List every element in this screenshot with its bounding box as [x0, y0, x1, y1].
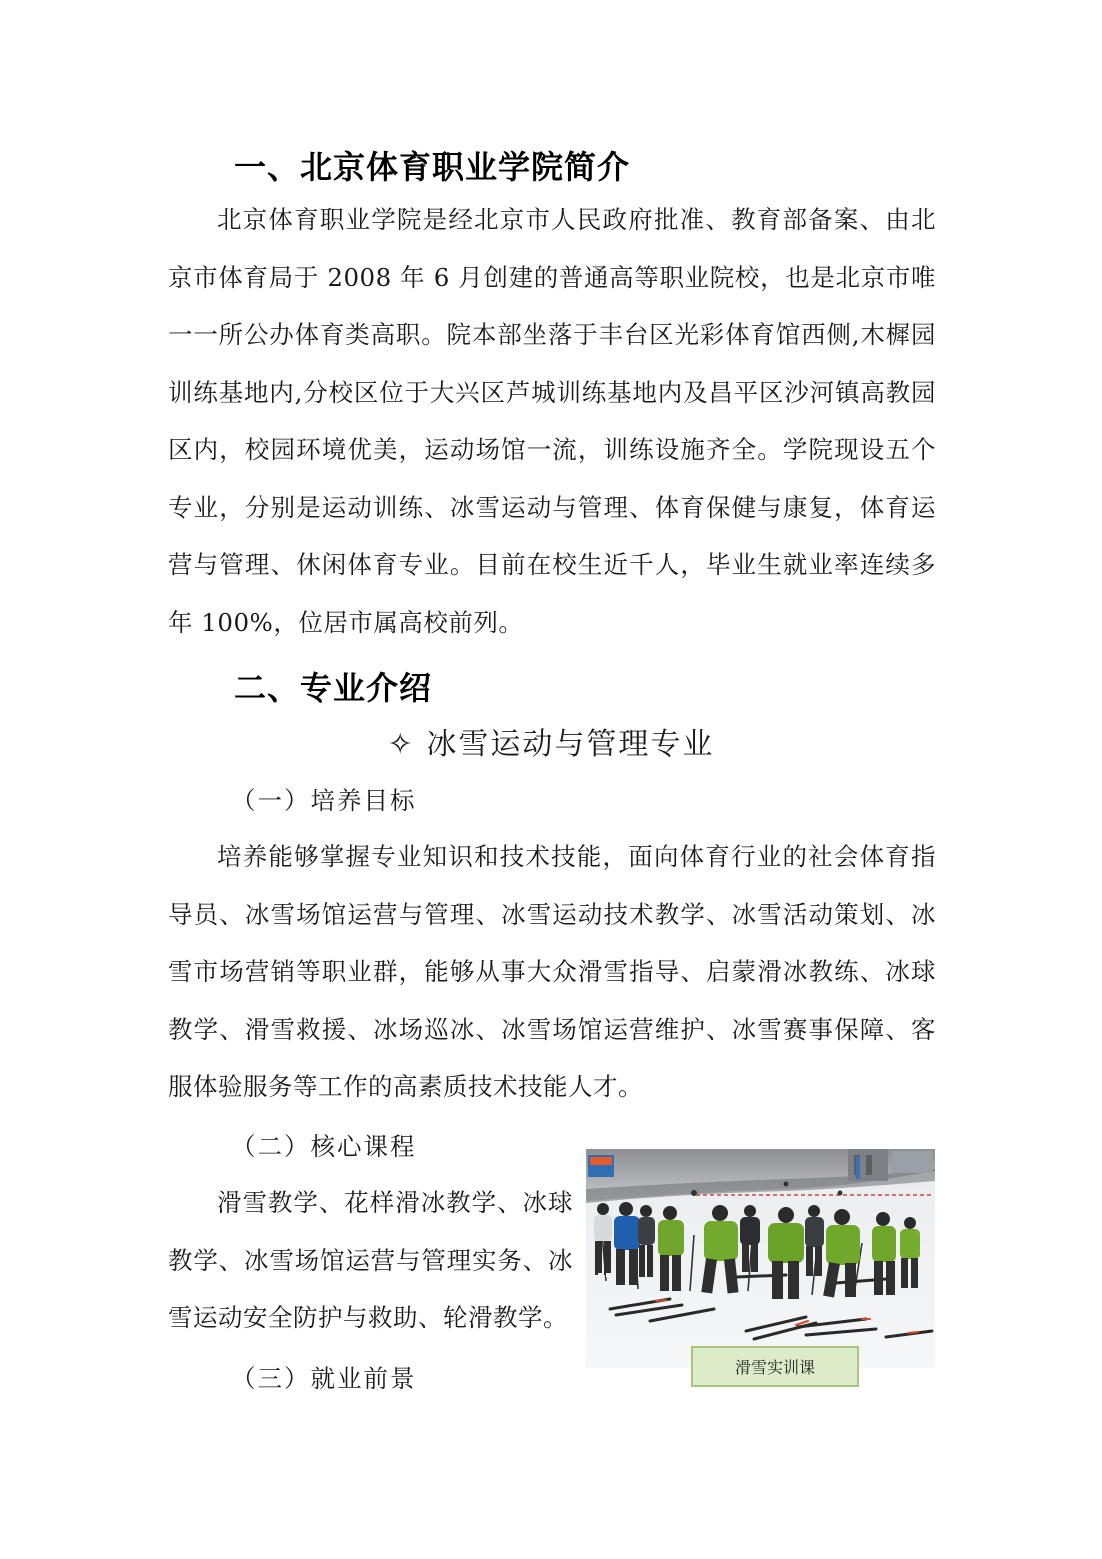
career-heading: （三）就业前景 [231, 1364, 417, 1393]
intro-paragraph: 北京体育职业学院是经北京市人民政府批准、教育部备案、由北京市体育局于 2008 年 6 月创建的普通高等职业院校，也是北京市唯一一所公办体育类高职。院本部坐落于丰台区光彩体育馆西侧,木樨园训练基地内,分校区位于大兴区芦城训练基地内及昌平区沙河镇高教园区内，校园环境优美，运动场馆一流，训练设施齐全。学院现设五个专业，分别是运动训练、冰雪运动与管理、体育保健与康复，体育运营与管理、休闲体育专业。目前在校生近千人，毕业生就业率连续多年 100%，位居市属高校前列。 [168, 205, 936, 637]
ski-class-photo [586, 1149, 935, 1368]
course-paragraph: 滑雪教学、花样滑冰教学、冰球教学、冰雪场馆运营与管理实务、冰雪运动安全防护与救助、轮滑教学。 [168, 1188, 573, 1332]
section2-heading: 二、专业介绍 [234, 669, 433, 707]
course-heading: （二）核心课程 [231, 1132, 417, 1161]
major-title: ✧ 冰雪运动与管理专业 [387, 727, 715, 762]
section1-heading: 一、北京体育职业学院简介 [234, 148, 631, 186]
goal-paragraph: 培养能够掌握专业知识和技术技能，面向体育行业的社会体育指导员、冰雪场馆运营与管理、冰雪运动技术教学、冰雪活动策划、冰雪市场营销等职业群，能够从事大众滑雪指导、启蒙滑冰教练、冰球教学、滑雪救援、冰场巡冰、冰雪场馆运营维护、冰雪赛事保障、客服体验服务等工作的高素质技术技能人才。 [168, 842, 936, 1101]
goal-heading: （一）培养目标 [231, 786, 417, 815]
photo-caption: 滑雪实训课 [691, 1346, 859, 1387]
